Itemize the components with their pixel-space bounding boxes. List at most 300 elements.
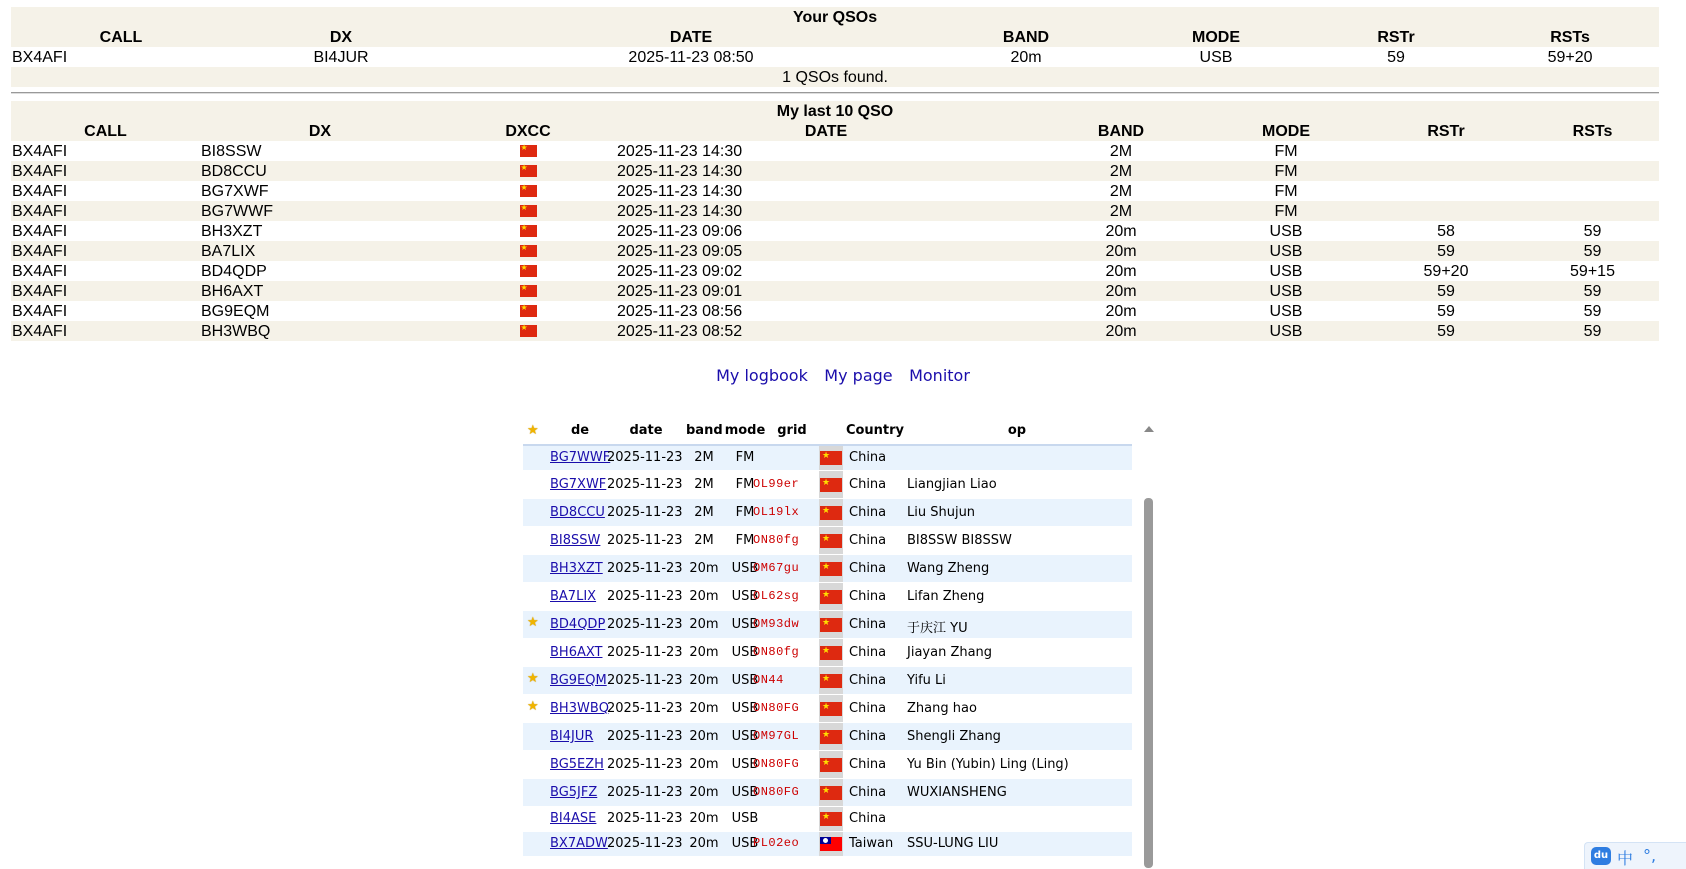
rsts-cell: 59 — [1526, 321, 1659, 341]
col-header-rstr: RSTr — [1311, 27, 1481, 47]
china-flag-icon — [820, 534, 842, 548]
rstr-cell — [1366, 141, 1526, 161]
date-cell: 2025-11-23 14:30 — [617, 142, 743, 160]
op-cell: Yu Bin (Yubin) Ling (Ling) — [907, 757, 1069, 772]
op-cell: Zhang hao — [907, 701, 977, 716]
your-qsos-title: Your QSOs — [11, 7, 1659, 27]
col-header-band: BAND — [931, 27, 1121, 47]
mode-cell: USB — [731, 757, 759, 772]
callsign-cell — [550, 589, 596, 604]
mode-cell: USB — [1269, 222, 1303, 240]
date-cell: 2025-11-23 — [607, 505, 683, 520]
band-cell: 2M — [1109, 142, 1133, 160]
callsign-link[interactable]: BH3WBQ — [550, 701, 609, 716]
table-row — [11, 221, 1659, 241]
china-flag-icon — [520, 165, 537, 177]
rstr-cell: 59+20 — [1423, 262, 1469, 280]
flag-cell — [819, 667, 843, 694]
callsign-cell — [550, 533, 600, 548]
list-item — [523, 611, 1132, 639]
country-cell: China — [849, 757, 887, 772]
call-cell: BX4AFI — [11, 321, 200, 341]
op-cell: Shengli Zhang — [907, 729, 1001, 744]
date-cell: 2025-11-23 — [607, 673, 683, 688]
rsts-cell — [1526, 201, 1659, 221]
list-item — [523, 555, 1132, 583]
mode-cell: USB — [731, 836, 759, 851]
grid-cell: ON80FG — [753, 701, 800, 715]
band-cell: 2M — [694, 477, 714, 492]
flag-cell — [819, 611, 843, 638]
flag-cell — [819, 695, 843, 722]
rstr-cell — [1366, 181, 1526, 201]
dx-cell: BI4JUR — [313, 48, 369, 66]
callsign-link[interactable]: BG7XWF — [550, 477, 607, 492]
band-cell: 20m — [1010, 48, 1042, 66]
op-cell: Lifan Zheng — [907, 589, 985, 604]
callsign-link[interactable]: BI8SSW — [550, 533, 601, 548]
scrollbar-thumb[interactable] — [1144, 498, 1153, 868]
china-flag-icon — [520, 285, 537, 297]
country-cell: China — [849, 450, 887, 465]
china-flag-icon — [820, 786, 842, 800]
date-cell: 2025-11-23 — [607, 645, 683, 660]
callsign-cell — [550, 811, 596, 826]
mode-cell: USB — [731, 645, 759, 660]
china-flag-icon — [820, 618, 842, 632]
mode-cell: USB — [731, 589, 759, 604]
dxcc-cell — [440, 161, 616, 181]
call-cell: BX4AFI — [12, 182, 68, 200]
grid-cell: OM93dw — [753, 617, 800, 631]
rstr-cell: 59 — [1387, 48, 1405, 66]
date-cell: 2025-11-23 09:05 — [616, 241, 1036, 261]
col-header-call: CALL — [11, 27, 231, 47]
china-flag-icon — [820, 812, 842, 826]
rsts-cell: 59 — [1526, 281, 1659, 301]
star-icon[interactable]: ★ — [527, 671, 539, 686]
china-flag-icon — [820, 590, 842, 604]
dx-cell: BH3XZT — [201, 222, 263, 240]
grid-cell: OL19lx — [753, 505, 800, 519]
col-header-mode: MODE — [1121, 27, 1311, 47]
grid-cell: OM97GL — [753, 729, 800, 743]
callsign-link[interactable]: BI4ASE — [550, 811, 597, 826]
table-row — [11, 181, 1659, 201]
table-row — [11, 261, 1659, 281]
op-cell: Jiayan Zhang — [907, 645, 993, 660]
flag-cell — [819, 832, 843, 856]
op-cell: Liu Shujun — [907, 505, 976, 520]
band-cell: 2M — [694, 505, 714, 520]
op-cell: Liangjian Liao — [907, 477, 997, 492]
last10-header-row — [11, 121, 1659, 141]
dx-cell: BI8SSW — [201, 142, 262, 160]
callsign-link[interactable]: BH3XZT — [550, 561, 603, 576]
rsts-cell — [1526, 161, 1659, 181]
mode-cell: USB — [1206, 281, 1366, 301]
mode-cell: FM — [735, 505, 755, 520]
china-flag-icon — [520, 185, 537, 197]
date-cell: 2025-11-23 — [607, 477, 683, 492]
date-cell: 2025-11-23 — [607, 785, 683, 800]
col-header-date: DATE — [616, 121, 1036, 141]
date-cell: 2025-11-23 09:06 — [617, 222, 743, 240]
china-flag-icon — [820, 646, 842, 660]
callsign-link[interactable]: BI4JUR — [550, 729, 594, 744]
list-item — [523, 639, 1132, 667]
star-icon[interactable]: ★ — [527, 615, 539, 630]
table-row — [11, 321, 1659, 341]
mode-cell: FM — [1206, 161, 1366, 181]
dxcc-cell — [440, 301, 616, 321]
table-row — [11, 301, 1659, 321]
list-item — [523, 695, 1132, 723]
callsign-link[interactable]: BX7ADW — [550, 836, 608, 851]
table-row — [11, 47, 1659, 67]
col-header-mode: MODE — [1206, 121, 1366, 141]
grid-cell: PL02eo — [753, 836, 800, 850]
callsign-cell — [550, 673, 607, 688]
dxcc-cell — [440, 181, 616, 201]
flag-cell — [819, 723, 843, 750]
col-header-band: band — [686, 423, 723, 438]
col-header-date: date — [629, 423, 663, 438]
table-row — [11, 281, 1659, 301]
date-cell: 2025-11-23 — [607, 561, 683, 576]
band-cell: 20m — [1105, 302, 1137, 320]
dx-cell: BG9EQM — [201, 302, 270, 320]
rstr-cell: 59 — [1366, 321, 1526, 341]
country-cell: China — [849, 729, 887, 744]
qsos-found-count: 1 QSOs found. — [11, 67, 1659, 87]
call-cell: BX4AFI — [12, 222, 68, 240]
op-cell: Wang Zheng — [907, 561, 990, 576]
col-header-mode: mode — [724, 423, 766, 438]
date-cell: 2025-11-23 09:01 — [616, 281, 1036, 301]
dx-cell: BH6AXT — [200, 281, 440, 301]
mode-cell: USB — [731, 617, 759, 632]
scrollbar[interactable] — [1143, 420, 1154, 868]
china-flag-icon — [520, 225, 537, 237]
date-cell: 2025-11-23 — [607, 811, 683, 826]
col-header-rstr: RSTr — [1366, 121, 1526, 141]
mode-cell: USB — [731, 673, 759, 688]
rstr-cell — [1366, 161, 1526, 181]
date-cell: 2025-11-23 14:30 — [616, 201, 1036, 221]
band-cell: 20m — [689, 785, 719, 800]
col-header-grid: grid — [777, 423, 807, 438]
mode-cell: FM — [735, 477, 755, 492]
band-cell: 2M — [694, 533, 714, 548]
dxcc-cell — [440, 201, 616, 221]
band-cell: 2M — [1036, 201, 1206, 221]
callsign-cell — [550, 701, 609, 716]
grid-cell: OL62sg — [753, 589, 800, 603]
list-item — [523, 527, 1132, 555]
mode-cell: USB — [1269, 262, 1303, 280]
grid-cell: ON44 — [753, 673, 784, 687]
country-cell: China — [849, 477, 887, 492]
op-cell: Yifu Li — [907, 673, 946, 688]
list-item — [523, 807, 1132, 832]
country-cell: China — [849, 811, 887, 826]
flag-cell — [819, 446, 843, 470]
mode-cell: FM — [1274, 182, 1298, 200]
callsign-cell — [550, 617, 605, 632]
flag-cell — [819, 583, 843, 610]
band-cell: 20m — [1036, 281, 1206, 301]
country-cell: China — [849, 589, 887, 604]
flag-cell — [819, 555, 843, 582]
rsts-cell: 59 — [1583, 302, 1602, 320]
rsts-cell: 59 — [1583, 222, 1602, 240]
your-qsos-table — [11, 7, 1659, 87]
band-cell: 2M — [694, 450, 714, 465]
country-cell: China — [849, 785, 887, 800]
callsign-cell — [550, 477, 606, 492]
list-item — [523, 499, 1132, 527]
flag-cell — [819, 499, 843, 526]
china-flag-icon — [820, 478, 842, 492]
your-qsos-header-row — [11, 27, 1659, 47]
band-cell: 20m — [689, 673, 719, 688]
dx-cell: BH3WBQ — [200, 321, 440, 341]
call-cell: BX4AFI — [11, 281, 200, 301]
mode-cell: USB — [731, 561, 759, 576]
ime-punct-indicator[interactable]: °, — [1643, 846, 1657, 865]
dx-cell: BA7LIX — [200, 241, 440, 261]
call-cell: BX4AFI — [12, 142, 68, 160]
grid-cell: ON80FG — [753, 785, 800, 799]
col-header-op: op — [1007, 423, 1027, 438]
list-item — [523, 779, 1132, 807]
dx-cell: BD8CCU — [200, 161, 440, 181]
date-cell: 2025-11-23 — [607, 617, 683, 632]
date-cell: 2025-11-23 — [607, 757, 683, 772]
date-cell: 2025-11-23 08:50 — [628, 48, 754, 66]
band-cell: 20m — [1105, 222, 1137, 240]
callsign-link[interactable]: BG9EQM — [550, 673, 607, 688]
ime-toolbar[interactable] — [1584, 842, 1686, 869]
last10-title: My last 10 QSO — [11, 101, 1659, 121]
callsign-link[interactable]: BG5EZH — [550, 757, 604, 772]
band-cell: 20m — [1036, 241, 1206, 261]
callsign-link[interactable]: BA7LIX — [550, 589, 597, 604]
china-flag-icon — [520, 265, 537, 277]
callsign-cell — [550, 561, 603, 576]
rstr-cell: 59 — [1437, 302, 1455, 320]
band-cell: 20m — [689, 836, 719, 851]
dxcc-cell — [440, 141, 616, 161]
mode-cell: USB — [1269, 302, 1303, 320]
col-header-country: Country — [845, 423, 905, 438]
callsign-cell — [550, 450, 610, 465]
callsign-link[interactable]: BG7WWF — [550, 450, 611, 465]
mode-cell: FM — [735, 533, 755, 548]
date-cell: 2025-11-23 — [607, 533, 683, 548]
dxcc-cell — [440, 281, 616, 301]
date-cell: 2025-11-23 14:30 — [617, 182, 743, 200]
grid-cell: ON80fg — [753, 645, 800, 659]
china-flag-icon — [820, 451, 842, 465]
monitor-header-row — [523, 420, 1132, 446]
callsign-link[interactable]: BH6AXT — [550, 645, 603, 660]
flag-cell — [819, 639, 843, 666]
grid-cell: OL99er — [753, 477, 800, 491]
china-flag-icon — [820, 702, 842, 716]
mode-cell: USB — [1199, 48, 1233, 66]
flag-cell — [819, 807, 843, 831]
mode-cell: USB — [731, 811, 759, 826]
monitor-panel — [523, 420, 1154, 868]
call-cell: BX4AFI — [12, 302, 68, 320]
country-cell: China — [849, 561, 887, 576]
op-cell: WUXIANSHENG — [907, 785, 1007, 800]
monitor-link[interactable]: Monitor — [909, 366, 970, 385]
col-header-call: CALL — [11, 121, 200, 141]
col-header-dxcc: DXCC — [440, 121, 616, 141]
star-icon[interactable]: ★ — [527, 423, 539, 438]
rstr-cell: 58 — [1437, 222, 1455, 240]
last10-table — [11, 101, 1659, 341]
call-cell: BX4AFI — [12, 262, 68, 280]
rsts-cell — [1526, 181, 1659, 201]
china-flag-icon — [520, 205, 537, 217]
band-cell: 2M — [1036, 161, 1206, 181]
flag-cell — [819, 751, 843, 778]
callsign-cell — [550, 645, 602, 660]
table-row — [11, 241, 1659, 261]
grid-cell: ON80fg — [753, 533, 800, 547]
rstr-cell — [1366, 201, 1526, 221]
callsign-cell — [550, 785, 597, 800]
band-cell: 20m — [1036, 321, 1206, 341]
mode-cell: USB — [731, 729, 759, 744]
dx-cell: BG7WWF — [200, 201, 440, 221]
date-cell: 2025-11-23 09:02 — [617, 262, 743, 280]
china-flag-icon — [520, 145, 537, 157]
grid-cell: ON80FG — [753, 757, 800, 771]
date-cell: 2025-11-23 — [607, 836, 683, 851]
star-icon[interactable]: ★ — [527, 699, 539, 714]
col-header-band: BAND — [1036, 121, 1206, 141]
dxcc-cell — [440, 221, 616, 241]
dxcc-cell — [440, 241, 616, 261]
date-cell: 2025-11-23 08:56 — [617, 302, 743, 320]
call-cell: BX4AFI — [11, 161, 200, 181]
divider — [11, 92, 1659, 94]
date-cell: 2025-11-23 — [607, 450, 683, 465]
china-flag-icon — [820, 506, 842, 520]
rsts-cell — [1526, 141, 1659, 161]
col-header-rsts: RSTs — [1481, 27, 1659, 47]
callsign-link[interactable]: BD8CCU — [550, 505, 605, 520]
country-cell: China — [849, 701, 887, 716]
callsign-cell — [550, 505, 605, 520]
dxcc-cell — [440, 261, 616, 281]
col-header-dx: DX — [200, 121, 440, 141]
callsign-link[interactable]: BD4QDP — [550, 617, 606, 632]
china-flag-icon — [520, 245, 537, 257]
table-row — [11, 201, 1659, 221]
china-flag-icon — [820, 730, 842, 744]
col-header-rsts: RSTs — [1526, 121, 1659, 141]
band-cell: 20m — [689, 757, 719, 772]
rsts-cell: 59+20 — [1547, 48, 1593, 66]
callsign-cell — [550, 729, 593, 744]
ime-mode-indicator[interactable]: 中 — [1617, 849, 1634, 868]
country-cell: Taiwan — [849, 836, 894, 851]
china-flag-icon — [520, 305, 537, 317]
mode-cell: USB — [1206, 241, 1366, 261]
date-cell: 2025-11-23 08:52 — [616, 321, 1036, 341]
mode-cell: USB — [1206, 321, 1366, 341]
list-item — [523, 667, 1132, 695]
mode-cell: FM — [735, 450, 755, 465]
col-header-dx: DX — [231, 27, 451, 47]
country-cell: China — [849, 533, 887, 548]
call-cell: BX4AFI — [11, 241, 200, 261]
band-cell: 20m — [689, 645, 719, 660]
country-cell: China — [849, 505, 887, 520]
monitor-list — [523, 446, 1132, 857]
call-cell: BX4AFI — [12, 48, 68, 66]
mode-cell: USB — [731, 785, 759, 800]
band-cell: 20m — [689, 617, 719, 632]
table-row — [11, 141, 1659, 161]
op-cell: SSU-LUNG LIU — [907, 836, 999, 851]
country-cell: China — [849, 617, 887, 632]
band-cell: 20m — [689, 561, 719, 576]
table-row — [11, 161, 1659, 181]
col-header-de: de — [570, 423, 590, 438]
list-item — [523, 751, 1132, 779]
mode-cell: FM — [1206, 201, 1366, 221]
rstr-cell: 59 — [1366, 241, 1526, 261]
china-flag-icon — [520, 325, 537, 337]
my-page-link[interactable]: My page — [824, 366, 893, 385]
scroll-up-arrow-icon[interactable] — [1144, 426, 1154, 432]
ime-logo-icon[interactable]: du — [1591, 847, 1611, 865]
rsts-cell: 59+15 — [1570, 262, 1615, 280]
band-cell: 20m — [689, 701, 719, 716]
op-cell: 于庆江 YU — [907, 621, 968, 636]
nav-links — [0, 366, 1686, 386]
date-cell: 2025-11-23 — [607, 729, 683, 744]
date-cell: 2025-11-23 — [607, 701, 683, 716]
call-cell: BX4AFI — [11, 201, 200, 221]
list-item — [523, 446, 1132, 471]
band-cell: 20m — [689, 729, 719, 744]
callsign-link[interactable]: BG5JFZ — [550, 785, 598, 800]
list-item — [523, 583, 1132, 611]
date-cell: 2025-11-23 14:30 — [616, 161, 1036, 181]
country-cell: China — [849, 645, 887, 660]
date-cell: 2025-11-23 — [607, 589, 683, 604]
china-flag-icon — [820, 758, 842, 772]
list-item — [523, 723, 1132, 751]
list-item — [523, 832, 1132, 857]
china-flag-icon — [820, 674, 842, 688]
band-cell: 20m — [689, 589, 719, 604]
rsts-cell: 59 — [1526, 241, 1659, 261]
callsign-cell — [550, 757, 604, 772]
country-cell: China — [849, 673, 887, 688]
china-flag-icon — [820, 562, 842, 576]
band-cell: 20m — [689, 811, 719, 826]
my-logbook-link[interactable]: My logbook — [716, 366, 808, 385]
